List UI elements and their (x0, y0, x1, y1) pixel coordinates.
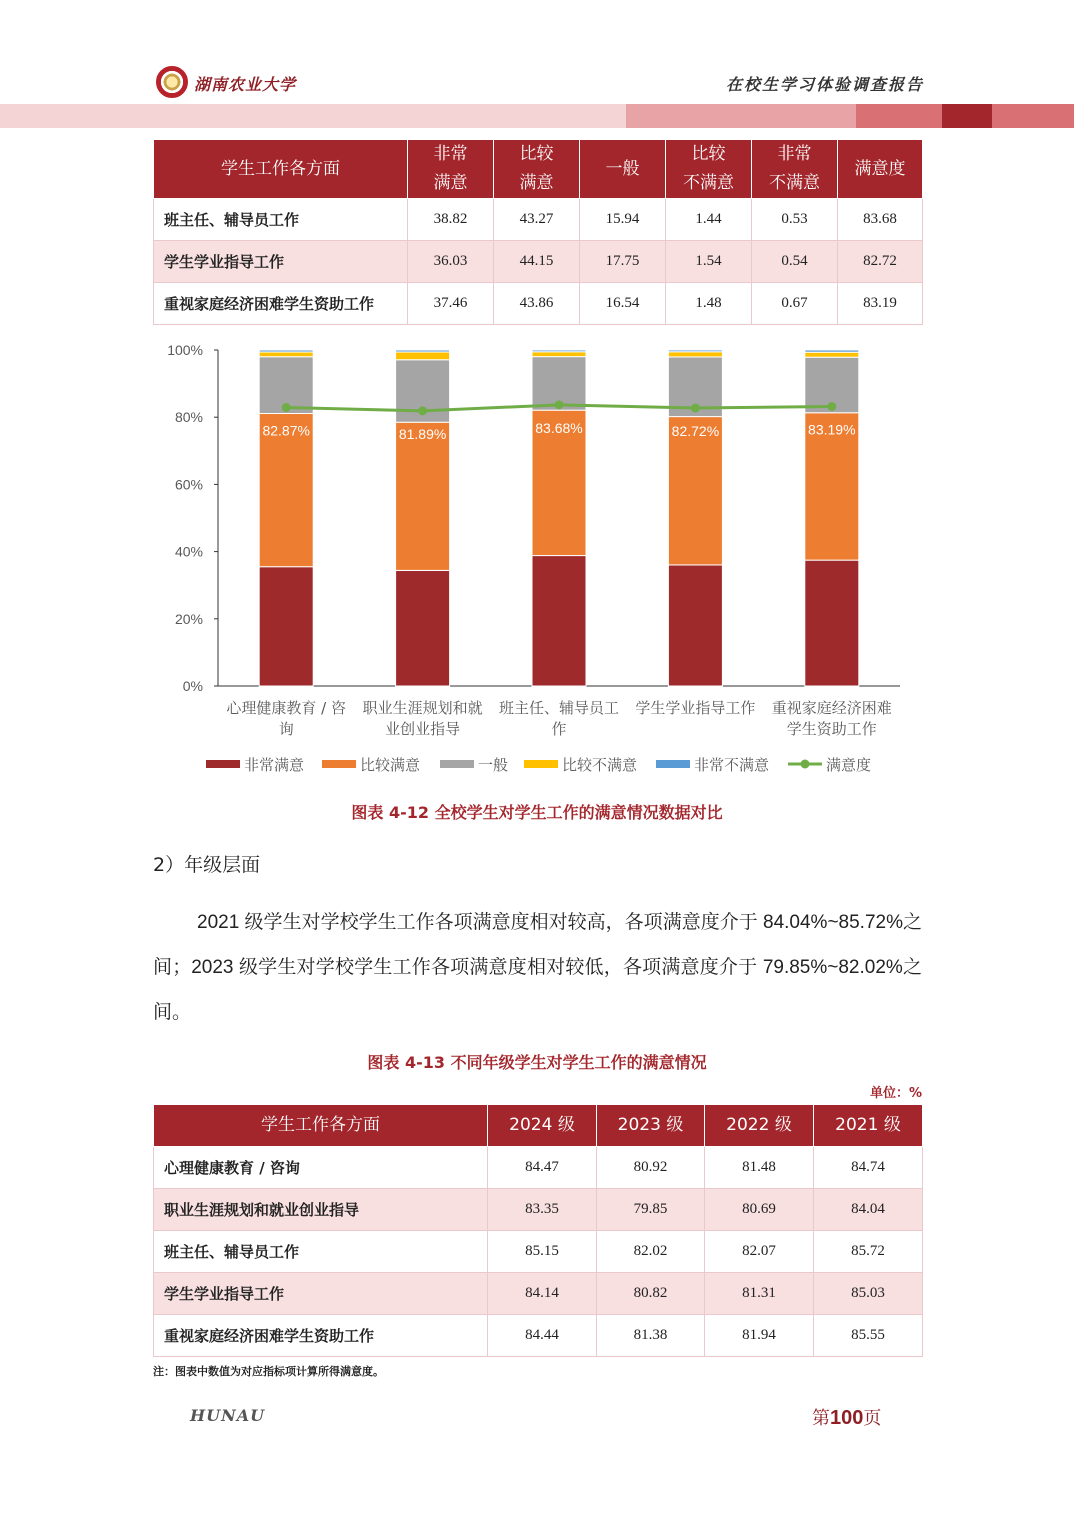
table-cell: 37.46 (408, 283, 494, 325)
figure-caption-1: 图表 4-12 全校学生对学生工作的满意情况数据对比 (351, 803, 723, 822)
bar-segment (259, 567, 313, 686)
bar-segment (805, 560, 859, 686)
table-cell: 15.94 (580, 199, 666, 241)
stacked-bar-chart (150, 338, 930, 788)
legend-swatch (206, 760, 240, 768)
satisfaction-point (691, 404, 700, 413)
satisfaction-point (418, 406, 427, 415)
bar-segment (532, 556, 586, 686)
table-cell: 79.85 (597, 1189, 705, 1231)
table-cell: 80.92 (597, 1147, 705, 1189)
y-tick-label: 20% (174, 610, 203, 627)
table-cell: 80.82 (597, 1273, 705, 1315)
table-cell: 16.54 (580, 283, 666, 325)
legend-label: 非常不满意 (694, 756, 770, 774)
table-header-cell: 非常 满意 (408, 140, 494, 199)
header-band-light (0, 104, 626, 128)
x-tick-label: 作 (551, 720, 567, 738)
table-cell: 85.72 (814, 1231, 923, 1273)
data-label: 82.72% (671, 423, 720, 440)
bar-segment (396, 570, 450, 686)
satisfaction-point (555, 400, 564, 409)
legend-swatch (656, 760, 690, 768)
legend-label: 非常满意 (244, 756, 305, 774)
bar-segment (532, 350, 586, 352)
legend-swatch (440, 760, 474, 768)
table-row (154, 199, 923, 241)
table-header-cell: 一般 (580, 140, 666, 199)
table-cell: 82.72 (838, 241, 923, 283)
table-row (154, 1189, 923, 1231)
figure-caption-2: 图表 4-13 不同年级学生对学生工作的满意情况 (367, 1053, 707, 1072)
table-cell: 85.03 (814, 1273, 923, 1315)
body-paragraph (153, 900, 922, 1035)
table-cell: 0.53 (752, 199, 838, 241)
bar-segment (805, 352, 859, 357)
data-label: 82.87% (262, 422, 310, 439)
table-header-cell: 满意度 (838, 140, 923, 199)
x-tick-label: 心理健康教育 / 咨 (226, 699, 346, 717)
table-header-cell: 比较 不满意 (666, 140, 752, 199)
table-cell: 81.48 (705, 1147, 814, 1189)
table-cell: 43.27 (494, 199, 580, 241)
table-row (154, 1273, 923, 1315)
footer-logo-text: HUNAU (190, 1406, 266, 1425)
page-num: 100 (830, 1407, 864, 1429)
table-cell: 43.86 (494, 283, 580, 325)
table-header-cell: 2022 级 (705, 1105, 814, 1147)
table-cell: 36.03 (408, 241, 494, 283)
table-cell: 1.54 (666, 241, 752, 283)
header-band-end (992, 104, 1074, 128)
x-tick-label: 班主任、辅导员工 (498, 699, 620, 717)
table-header-cell: 非常 不满意 (752, 140, 838, 199)
report-title: 在校生学习体验调查报告 (725, 75, 924, 94)
bar-segment (532, 352, 586, 357)
table-cell: 0.67 (752, 283, 838, 325)
table-cell: 83.68 (838, 199, 923, 241)
table-header-cell: 学生工作各方面 (154, 1105, 488, 1147)
table-cell: 17.75 (580, 241, 666, 283)
table-cell: 81.31 (705, 1273, 814, 1315)
table-cell: 1.44 (666, 199, 752, 241)
header-band-mid (626, 104, 856, 128)
x-tick-label: 学生资助工作 (786, 720, 877, 738)
table-cell: 83.19 (838, 283, 923, 325)
y-tick-label: 60% (174, 476, 203, 493)
legend-label: 比较满意 (360, 756, 421, 774)
bar-segment (259, 352, 313, 357)
table-cell: 84.47 (488, 1147, 597, 1189)
table-note: 注：图表中数值为对应指标项计算所得满意度。 (153, 1365, 384, 1378)
table-cell: 84.14 (488, 1273, 597, 1315)
table-cell: 83.35 (488, 1189, 597, 1231)
data-label: 83.68% (535, 419, 583, 436)
legend-label: 比较不满意 (562, 756, 638, 774)
y-tick-label: 40% (174, 543, 203, 560)
bar-segment (396, 350, 450, 352)
bar-segment (668, 565, 722, 686)
table-row (154, 1231, 923, 1273)
table-cell: 85.15 (488, 1231, 597, 1273)
table-cell: 84.74 (814, 1147, 923, 1189)
data-label: 81.89% (398, 425, 447, 442)
grade-satisfaction-table (153, 1104, 923, 1357)
table-cell: 44.15 (494, 241, 580, 283)
y-tick-label: 0% (182, 678, 203, 694)
table-row (154, 1315, 923, 1357)
row-label: 班主任、辅导员工作 (154, 199, 408, 241)
satisfaction-distribution-table (153, 139, 923, 325)
x-tick-label: 学生学业指导工作 (635, 699, 756, 717)
row-label: 重视家庭经济困难学生资助工作 (154, 1315, 488, 1357)
satisfaction-point (282, 403, 291, 412)
table-cell: 84.04 (814, 1189, 923, 1231)
row-label: 学生学业指导工作 (154, 241, 408, 283)
x-tick-label: 职业生涯规划和就 (362, 699, 483, 717)
legend-label: 满意度 (826, 756, 872, 774)
table-cell: 80.69 (705, 1189, 814, 1231)
table-row (154, 241, 923, 283)
legend-swatch (322, 760, 356, 768)
table-cell: 85.55 (814, 1315, 923, 1357)
unit-label: 单位：% (869, 1086, 922, 1101)
table-header-cell: 2023 级 (597, 1105, 705, 1147)
university-logo-icon (156, 66, 188, 98)
legend-point-swatch (801, 760, 810, 769)
table-header-cell: 学生工作各方面 (154, 140, 408, 199)
table-cell: 0.54 (752, 241, 838, 283)
page-number (812, 1404, 881, 1430)
table-header-cell: 比较 满意 (494, 140, 580, 199)
row-label: 班主任、辅导员工作 (154, 1231, 488, 1273)
header-band-strong (856, 104, 942, 128)
bar-segment (396, 422, 450, 570)
row-label: 心理健康教育 / 咨询 (154, 1147, 488, 1189)
table-cell: 84.44 (488, 1315, 597, 1357)
y-tick-label: 100% (167, 342, 203, 358)
page-header (0, 0, 1074, 132)
row-label: 重视家庭经济困难学生资助工作 (154, 283, 408, 325)
bar-segment (259, 350, 313, 352)
table-row (154, 1147, 923, 1189)
x-tick-label: 业创业指导 (385, 720, 461, 738)
university-name: 湖南农业大学 (194, 75, 297, 94)
section-heading: 2）年级层面 (153, 854, 261, 876)
table-cell: 38.82 (408, 199, 494, 241)
satisfaction-point (827, 402, 836, 411)
x-tick-label: 重视家庭经济困难 (771, 699, 892, 717)
body-paragraph-text: 2021 级学生对学校学生工作各项满意度相对较高，各项满意度介于 84.04%~85.72%之间；2023 级学生对学校学生工作各项满意度相对较低，各项满意度介于 79.85%~82.02%之间。 (153, 912, 922, 1023)
table-cell: 82.02 (597, 1231, 705, 1273)
bar-segment (805, 350, 859, 352)
bar-segment (668, 350, 722, 352)
legend-label: 一般 (478, 756, 509, 774)
y-tick-label: 80% (174, 409, 203, 426)
x-tick-label: 询 (278, 720, 294, 738)
table-header-cell: 2024 级 (488, 1105, 597, 1147)
page-suffix: 页 (863, 1408, 882, 1429)
table-cell: 81.94 (705, 1315, 814, 1357)
data-label: 83.19% (808, 421, 856, 438)
legend-swatch (524, 760, 558, 768)
row-label: 学生学业指导工作 (154, 1273, 488, 1315)
header-band-dark (942, 104, 992, 128)
table-cell: 82.07 (705, 1231, 814, 1273)
table-cell: 1.48 (666, 283, 752, 325)
page-prefix: 第 (812, 1408, 830, 1429)
bar-segment (668, 352, 722, 357)
bar-segment (396, 352, 450, 360)
table-row (154, 283, 923, 325)
table-header-cell: 2021 级 (814, 1105, 923, 1147)
row-label: 职业生涯规划和就业创业指导 (154, 1189, 488, 1231)
table-cell: 81.38 (597, 1315, 705, 1357)
